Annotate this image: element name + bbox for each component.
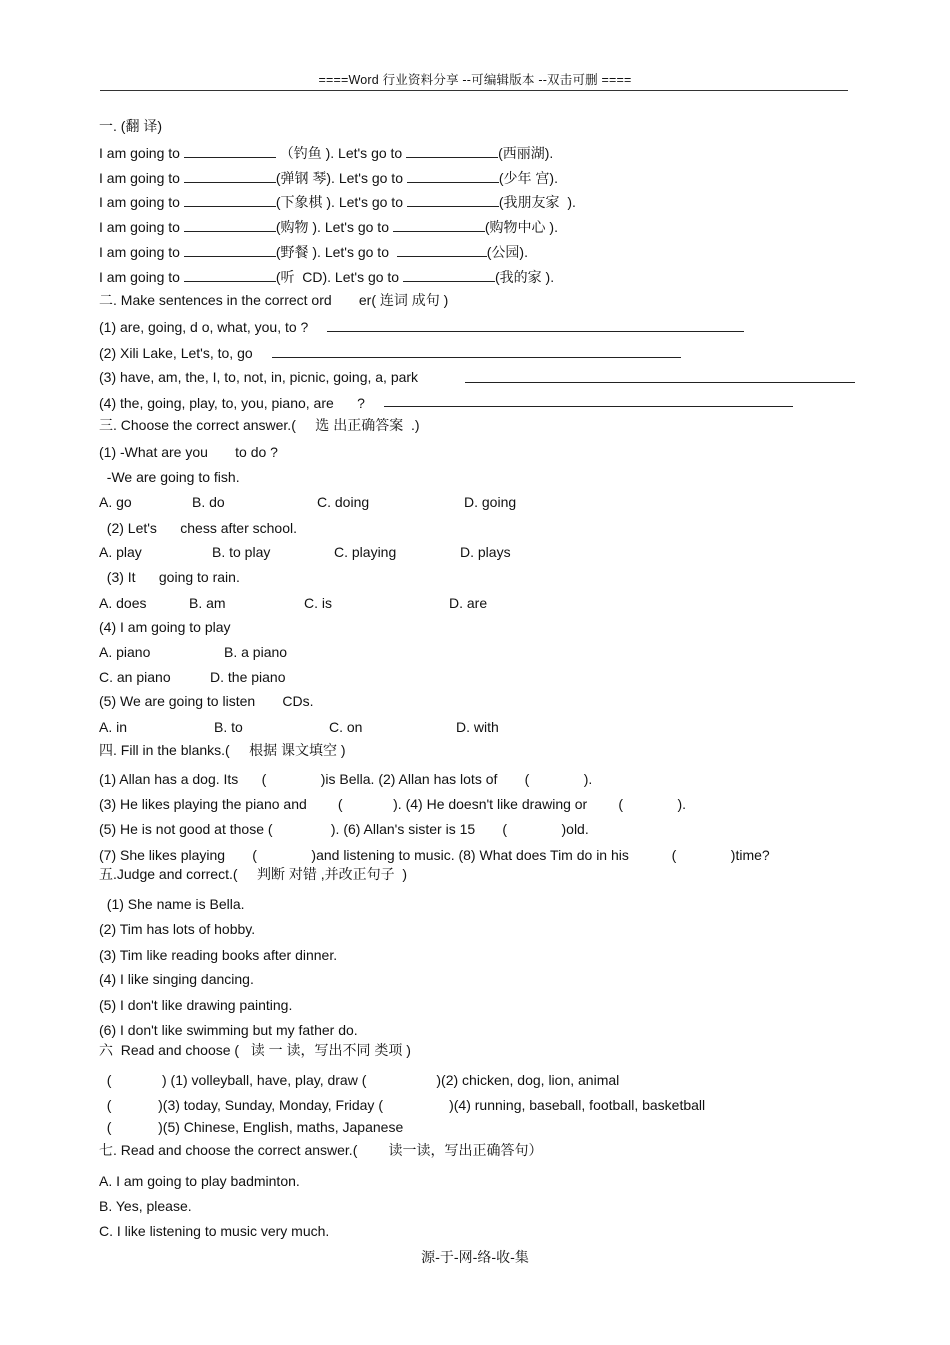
translate-line-3: I am going to (下象棋 ). Let's go to (我朋友家 ).: [99, 194, 576, 210]
translate-line-6: I am going to (听 CD). Let's go to (我的家 ).: [99, 269, 555, 285]
choice-question-2: (2) Let's chess after school.: [99, 520, 297, 536]
translate-line-5: I am going to (野餐 ). Let's go to (公园).: [99, 244, 528, 260]
section2-title: 二. Make sentences in the correct ord er( 连词 成句 ): [99, 292, 449, 308]
choice-question-4: (4) I am going to play: [99, 619, 231, 635]
section6-title: 六 Read and choose ( 读 一 读，写出不同 类项 ): [99, 1042, 411, 1058]
choice-question-1-reply: -We are going to fish.: [99, 469, 240, 485]
translate-line-2: I am going to (弹钢 琴). Let's go to (少年 宫).: [99, 170, 558, 186]
choice-question-5: (5) We are going to listen CDs.: [99, 693, 314, 709]
q2-option-d: D. plays: [460, 544, 511, 560]
q4-option-d: D. the piano: [210, 669, 286, 685]
answer-option-a: A. I am going to play badminton.: [99, 1173, 300, 1189]
q1-option-b: B. do: [192, 494, 225, 510]
q1-option-a: A. go: [99, 494, 132, 510]
answer-line-3[interactable]: [465, 382, 855, 383]
order-question-1: (1) are, going, d o, what, you, to ?: [99, 319, 309, 335]
q4-option-b: B. a piano: [224, 644, 288, 660]
answer-line-1[interactable]: [327, 331, 744, 332]
translate-line-1: I am going to （钓鱼 ). Let's go to (西丽湖).: [99, 145, 554, 161]
fill-line-2: (3) He likes playing the piano and ( ). (4) He doesn't like drawing or ( ).: [99, 796, 687, 812]
q3-option-c: C. is: [304, 595, 332, 611]
q1-option-c: C. doing: [317, 494, 370, 510]
q3-option-a: A. does: [99, 595, 147, 611]
judge-item-1: (1) She name is Bella.: [99, 896, 245, 912]
section7-title: 七. Read and choose the correct answer.( 读一读，写出正确答句）: [99, 1142, 543, 1158]
odd-one-out-line-2: ( )(3) today, Sunday, Monday, Friday ( )(4) running, baseball, football, basketball: [99, 1097, 706, 1113]
q3-option-b: B. am: [189, 595, 226, 611]
q1-option-d: D. going: [464, 494, 517, 510]
answer-line-2[interactable]: [272, 357, 681, 358]
q5-option-d: D. with: [456, 719, 499, 735]
order-question-3: (3) have, am, the, I, to, not, in, picnic, going, a, park: [99, 369, 419, 385]
section5-title: 五.Judge and correct.( 判断 对错 ,并改正句子 ): [99, 866, 408, 882]
q2-option-b: B. to play: [212, 544, 271, 560]
page-header: ====Word 行业资料分享 --可编辑版本 --双击可删 ====: [318, 73, 632, 87]
judge-item-2: (2) Tim has lots of hobby.: [99, 921, 256, 937]
q2-option-c: C. playing: [334, 544, 397, 560]
q4-option-a: A. piano: [99, 644, 151, 660]
fill-line-4: (7) She likes playing ( )and listening to music. (8) What does Tim do in his ( )time?: [99, 847, 770, 863]
q4-option-c: C. an piano: [99, 669, 171, 685]
order-question-2: (2) Xili Lake, Let's, to, go: [99, 345, 253, 361]
judge-item-3: (3) Tim like reading books after dinner.: [99, 947, 338, 963]
odd-one-out-line-3: ( )(5) Chinese, English, maths, Japanese: [99, 1119, 404, 1135]
fill-line-1: (1) Allan has a dog. Its ( )is Bella. (2) Allan has lots of ( ).: [99, 771, 593, 787]
q3-option-d: D. are: [449, 595, 488, 611]
choice-question-3: (3) It going to rain.: [99, 569, 240, 585]
translate-line-4: I am going to (购物 ). Let's go to (购物中心 ).: [99, 219, 558, 235]
q5-option-c: C. on: [329, 719, 363, 735]
judge-item-4: (4) I like singing dancing.: [99, 971, 254, 987]
judge-item-6: (6) I don't like swimming but my father do.: [99, 1022, 358, 1038]
page-footer: 源-于-网-络-收-集: [421, 1250, 529, 1266]
section1-title: 一. (翻 译): [99, 118, 162, 134]
q2-option-a: A. play: [99, 544, 142, 560]
header-rule: [100, 90, 848, 91]
answer-option-b: B. Yes, please.: [99, 1198, 192, 1214]
q5-option-a: A. in: [99, 719, 128, 735]
order-question-4: (4) the, going, play, to, you, piano, are ?: [99, 395, 365, 411]
choice-question-1: (1) -What are you to do ?: [99, 444, 278, 460]
answer-option-c: C. I like listening to music very much.: [99, 1223, 330, 1239]
q5-option-b: B. to: [214, 719, 243, 735]
fill-line-3: (5) He is not good at those ( ). (6) Allan's sister is 15 ( )old.: [99, 821, 589, 837]
judge-item-5: (5) I don't like drawing painting.: [99, 997, 293, 1013]
section3-title: 三. Choose the correct answer.( 选 出正确答案 .): [99, 417, 420, 433]
answer-line-4[interactable]: [384, 406, 793, 407]
section4-title: 四. Fill in the blanks.( 根据 课文填空 ): [99, 742, 346, 758]
odd-one-out-line-1: ( ) (1) volleyball, have, play, draw ( )(2) chicken, dog, lion, animal: [99, 1072, 620, 1088]
